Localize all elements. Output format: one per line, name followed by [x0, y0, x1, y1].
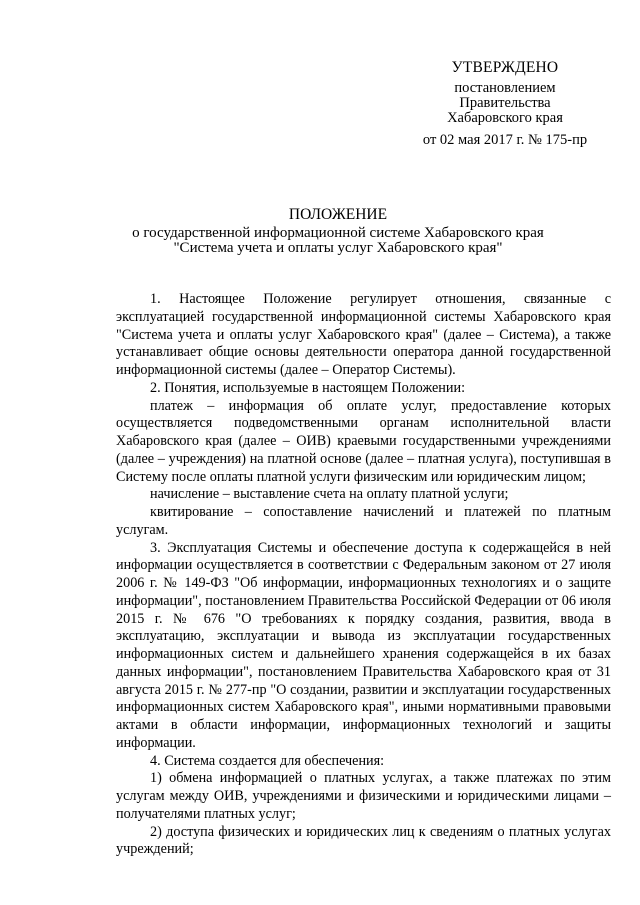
paragraph: 2. Понятия, используемые в настоящем Положении: — [150, 379, 466, 396]
approval-date: от 02 мая 2017 г. № 175-пр — [422, 132, 588, 148]
paragraph: 4. Система создается для обеспечения: — [150, 752, 385, 769]
approval-line: Правительства — [459, 95, 551, 111]
paragraph: платеж – информация об оплате услуг, предоставление которых осуществляется подведомственными органам исполнительной власти Хабаровского края (далее – ОИВ) краевыми государственными учреждениями (далее – учреждения) на платной основе (далее – платная услуга), поступившая в Систему после оплаты платной услуги физическим или юридическим лицом; — [116, 397, 611, 485]
document-subtitle: "Система учета и оплаты услуг Хабаровского края" — [173, 240, 503, 256]
approval-line: Хабаровского края — [447, 110, 563, 126]
approval-heading: УТВЕРЖДЕНО — [451, 59, 559, 76]
paragraph: начисление – выставление счета на оплату платной услуги; — [150, 486, 509, 503]
paragraph: 1. Настоящее Положение регулирует отношения, связанные с эксплуатацией государственной информационной системы Хабаровского края "Система учета и оплаты услуг Хабаровского края" (далее – Система), а также устанавливает общие основы деятельности оператора данной государственной информационной системы (далее – Оператор Системы). — [116, 291, 611, 378]
document-title — [40, 207, 636, 257]
approval-stamp — [400, 60, 610, 148]
document-heading: ПОЛОЖЕНИЕ — [288, 206, 388, 223]
paragraph: 1) обмена информацией о платных услугах, а также платежах по этим услугам между ОИВ, учреждениями и физическими и юридическими лицами – получателями платных услуг; — [116, 770, 611, 822]
paragraph: квитирование – сопоставление начислений и платежей по платным услугам. — [116, 504, 611, 538]
paragraph: 3. Эксплуатация Системы и обеспечение доступа к содержащейся в ней информации осуществляется в соответствии с Федеральным законом от 27 июля 2006 г. № 149-ФЗ "Об информации, информационных технологиях и о защите информации", постановлением Правительства Российской Федерации от 06 июля 2015 г. № 676 "О требованиях к порядку создания, развития, ввода в эксплуатацию, эксплуатации и вывода из эксплуатации государственных информационных систем и дальнейшего хранения содержащейся в их базах данных информации", постановлением Правительства Хабаровского края от 31 августа 2015 г. № 277-пр "О создании, развитии и эксплуатации государственных информационных систем Хабаровского края", иными нормативными правовыми актами в области информации, информационных технологий и защиты информации. — [116, 539, 611, 751]
paragraph: 2) доступа физических и юридических лиц к сведениям о платных услугах учреждений; — [116, 823, 611, 858]
approval-line: постановлением — [454, 80, 556, 96]
document-subtitle: о государственной информационной системе Хабаровского края — [132, 224, 544, 241]
document-body — [116, 291, 611, 859]
